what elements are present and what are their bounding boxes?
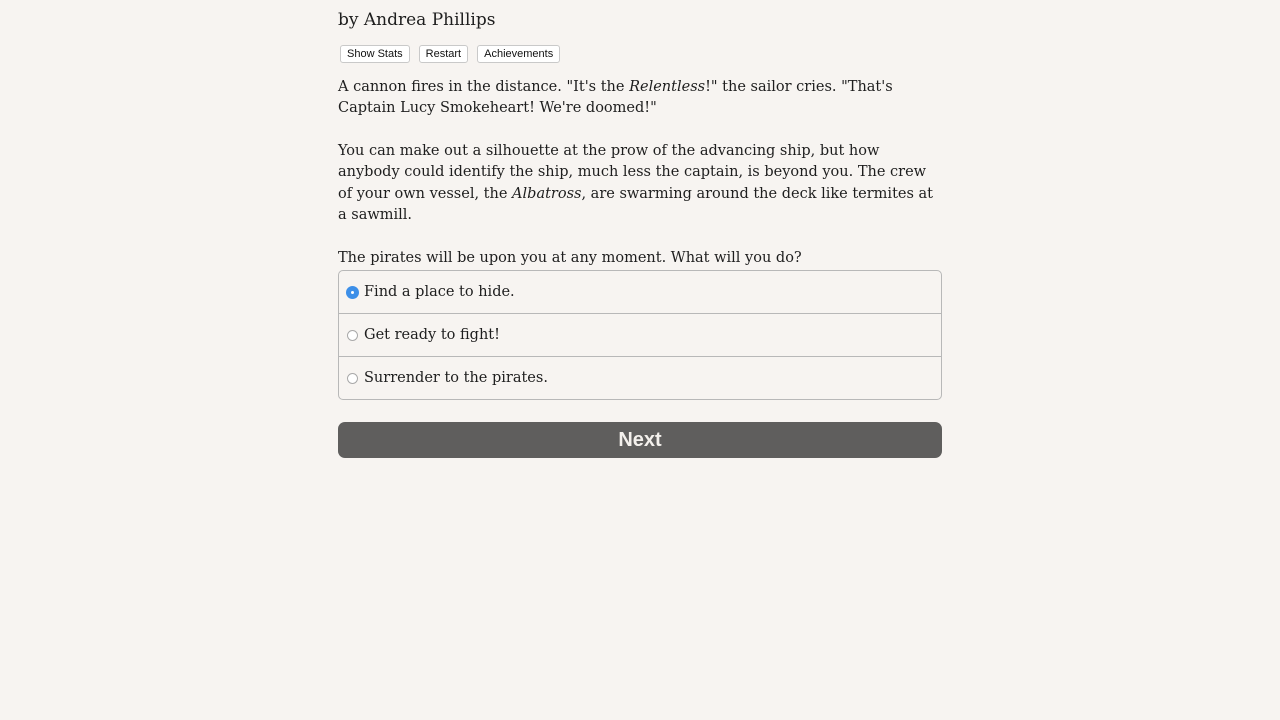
story-text: [338, 77, 942, 291]
show-stats-button[interactable]: Show Stats: [340, 45, 410, 63]
story-paragraph-2: [338, 141, 942, 226]
next-button[interactable]: Next: [338, 422, 942, 458]
ship-name-relentless: Relentless: [629, 79, 706, 95]
radio-unselected-icon[interactable]: [347, 330, 358, 341]
radio-selected-icon[interactable]: [346, 286, 359, 299]
author-byline: by Andrea Phillips: [338, 10, 496, 30]
choice-option-hide[interactable]: [339, 271, 941, 313]
choice-list: [338, 270, 942, 400]
story-paragraph-1: [338, 77, 942, 120]
ship-name-albatross: Albatross: [512, 185, 582, 202]
story-paragraph-3: The pirates will be upon you at any moment. What will you do?: [338, 249, 802, 266]
radio-unselected-icon[interactable]: [347, 373, 358, 384]
story-text-span: !" the sailor cries. "That's Captain Lucy Smokeheart! We're doomed!": [338, 79, 893, 117]
story-text-span: You can make out a silhouette at the prow of the advancing ship, but how anybody could identify the ship, much less the captain, is beyond you. The crew of your own vessel, the: [338, 143, 927, 202]
choice-label: Get ready to fight!: [364, 327, 500, 343]
story-text-span: A cannon fires in the distance. "It's the: [338, 79, 630, 95]
choice-label: Surrender to the pirates.: [364, 370, 548, 386]
story-text-span: , are swarming around the deck like termites at a sawmill.: [338, 185, 934, 223]
choice-option-fight[interactable]: [339, 313, 941, 356]
choice-option-surrender[interactable]: [339, 356, 941, 399]
choice-label: Find a place to hide.: [364, 284, 515, 300]
achievements-button[interactable]: Achievements: [477, 45, 560, 63]
toolbar: [340, 45, 560, 63]
restart-button[interactable]: Restart: [419, 45, 468, 63]
